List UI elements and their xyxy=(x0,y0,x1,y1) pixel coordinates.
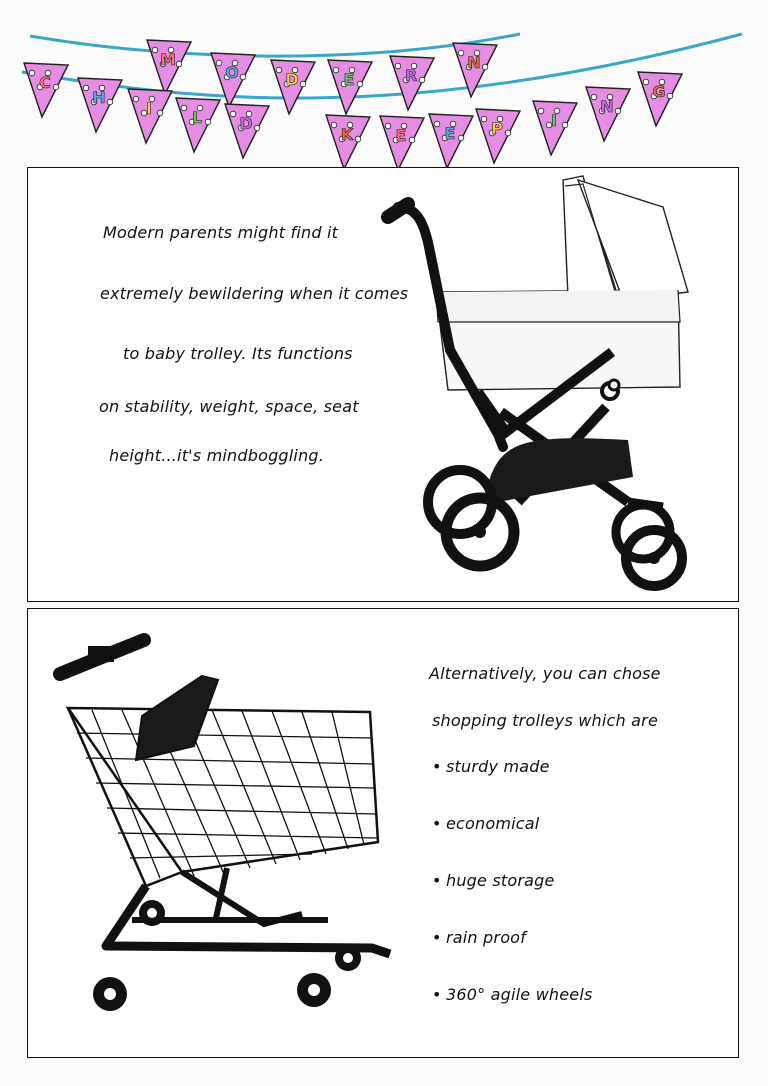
svg-text:E: E xyxy=(395,126,407,145)
bullet-dot-icon: • xyxy=(432,871,442,890)
panel1-line-1: Modern parents might find it xyxy=(103,223,339,242)
features-list xyxy=(432,757,593,1042)
svg-text:D: D xyxy=(285,70,299,89)
childkeeping-flag-12 xyxy=(638,72,682,126)
childkeeping-flag-2 xyxy=(78,78,122,132)
childkeeping-flag-9 xyxy=(476,109,520,163)
childkeeping-flag-11 xyxy=(586,87,630,141)
panel1-line-5: height...it's mindboggling. xyxy=(109,446,325,465)
baby-stroller-illustration xyxy=(378,172,718,592)
childkeeping-flag-7 xyxy=(380,116,424,170)
feature-item-label: economical xyxy=(446,814,540,833)
svg-text:E: E xyxy=(444,124,456,143)
childkeeping-flag-8 xyxy=(429,114,473,168)
shopping-cart-illustration xyxy=(52,628,392,1028)
svg-text:G: G xyxy=(652,82,666,101)
feature-item-3 xyxy=(432,871,593,928)
panel2-intro-2: shopping trolleys which are xyxy=(432,711,658,730)
svg-text:R: R xyxy=(404,66,418,85)
svg-text:M: M xyxy=(160,50,176,69)
svg-text:N: N xyxy=(600,97,614,116)
svg-text:I: I xyxy=(146,99,152,118)
feature-item-1 xyxy=(432,757,593,814)
svg-text:O: O xyxy=(225,63,239,82)
modern-flag-2 xyxy=(211,53,255,107)
childkeeping-flag-6 xyxy=(326,115,370,169)
svg-text:L: L xyxy=(191,108,203,127)
bunting-banner xyxy=(0,0,768,175)
modern-flag-1 xyxy=(147,40,191,94)
panel1-line-3: to baby trolley. Its functions xyxy=(123,344,353,363)
panel2-intro-1: Alternatively, you can chose xyxy=(429,664,661,683)
modern-flag-4 xyxy=(328,60,372,114)
svg-text:E: E xyxy=(343,70,355,89)
svg-text:P: P xyxy=(491,119,503,138)
svg-text:I: I xyxy=(551,111,557,130)
childkeeping-flag-5 xyxy=(225,104,269,158)
childkeeping-flag-3 xyxy=(128,89,172,143)
feature-item-label: sturdy made xyxy=(446,757,550,776)
childkeeping-flag-10 xyxy=(533,101,577,155)
bullet-dot-icon: • xyxy=(432,928,442,947)
childkeeping-flag-1 xyxy=(24,63,68,117)
feature-item-4 xyxy=(432,928,593,985)
feature-item-2 xyxy=(432,814,593,871)
modern-flag-5 xyxy=(390,56,434,110)
feature-item-label: 360° agile wheels xyxy=(446,985,593,1004)
feature-item-label: rain proof xyxy=(446,928,526,947)
panel1-line-2: extremely bewildering when it comes xyxy=(100,284,409,303)
childkeeping-flag-4 xyxy=(176,98,220,152)
svg-text:K: K xyxy=(340,125,354,144)
bullet-dot-icon: • xyxy=(432,757,442,776)
bullet-dot-icon: • xyxy=(432,985,442,1004)
panel1-line-4: on stability, weight, space, seat xyxy=(99,397,359,416)
svg-text:H: H xyxy=(92,88,106,107)
bunting-string-top xyxy=(30,34,520,56)
modern-flag-3 xyxy=(271,60,315,114)
feature-item-label: huge storage xyxy=(446,871,555,890)
bullet-dot-icon: • xyxy=(432,814,442,833)
svg-text:N: N xyxy=(467,53,481,72)
feature-item-5 xyxy=(432,985,593,1042)
svg-text:D: D xyxy=(239,114,253,133)
svg-text:C: C xyxy=(39,73,51,92)
